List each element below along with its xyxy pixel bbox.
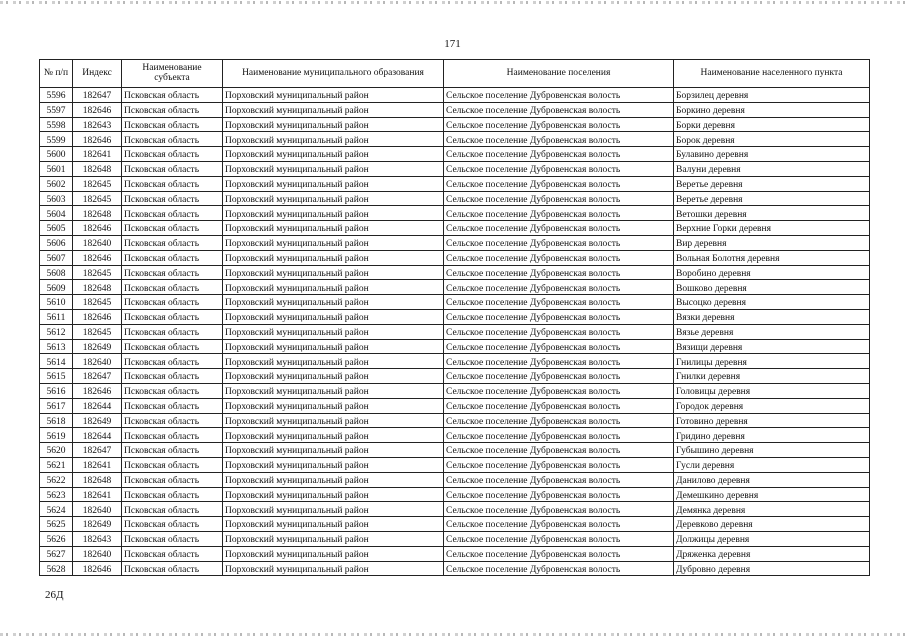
cell-row-number: 5611	[40, 309, 73, 324]
cell-locality: Веретье деревня	[674, 176, 870, 191]
cell-settlement: Сельское поселение Дубровенская волость	[444, 472, 674, 487]
cell-locality: Веретье деревня	[674, 191, 870, 206]
cell-settlement: Сельское поселение Дубровенская волость	[444, 339, 674, 354]
cell-locality: Борзилец деревня	[674, 88, 870, 103]
cell-municipality: Порховский муниципальный район	[223, 280, 444, 295]
cell-locality: Воробино деревня	[674, 265, 870, 280]
table-row	[40, 206, 870, 221]
table-row	[40, 295, 870, 310]
cell-municipality: Порховский муниципальный район	[223, 221, 444, 236]
cell-municipality: Порховский муниципальный район	[223, 457, 444, 472]
cell-subject: Псковская область	[122, 147, 223, 162]
cell-subject: Псковская область	[122, 487, 223, 502]
cell-row-number: 5606	[40, 235, 73, 250]
cell-municipality: Порховский муниципальный район	[223, 354, 444, 369]
cell-row-number: 5622	[40, 472, 73, 487]
cell-municipality: Порховский муниципальный район	[223, 191, 444, 206]
cell-locality: Дубровно деревня	[674, 561, 870, 576]
cell-subject: Псковская область	[122, 324, 223, 339]
cell-municipality: Порховский муниципальный район	[223, 309, 444, 324]
cell-row-number: 5626	[40, 531, 73, 546]
cell-postal-index: 182640	[73, 354, 122, 369]
cell-locality: Губышино деревня	[674, 443, 870, 458]
cell-municipality: Порховский муниципальный район	[223, 561, 444, 576]
cell-subject: Псковская область	[122, 161, 223, 176]
cell-locality: Вольная Болотня деревня	[674, 250, 870, 265]
cell-locality: Демешкино деревня	[674, 487, 870, 502]
table-row	[40, 309, 870, 324]
header-row-number: № п/п	[40, 60, 73, 88]
cell-locality: Дряженка деревня	[674, 546, 870, 561]
table-row	[40, 147, 870, 162]
cell-postal-index: 182644	[73, 398, 122, 413]
cell-municipality: Порховский муниципальный район	[223, 413, 444, 428]
cell-postal-index: 182648	[73, 472, 122, 487]
cell-settlement: Сельское поселение Дубровенская волость	[444, 428, 674, 443]
cell-municipality: Порховский муниципальный район	[223, 398, 444, 413]
cell-postal-index: 182646	[73, 383, 122, 398]
cell-municipality: Порховский муниципальный район	[223, 531, 444, 546]
cell-subject: Псковская область	[122, 354, 223, 369]
cell-subject: Псковская область	[122, 235, 223, 250]
cell-postal-index: 182646	[73, 221, 122, 236]
cell-settlement: Сельское поселение Дубровенская волость	[444, 221, 674, 236]
table-row	[40, 132, 870, 147]
scan-artifact-bottom	[0, 633, 905, 636]
cell-row-number: 5624	[40, 502, 73, 517]
table-row	[40, 235, 870, 250]
cell-locality: Вязки деревня	[674, 309, 870, 324]
cell-locality: Борки деревня	[674, 117, 870, 132]
cell-settlement: Сельское поселение Дубровенская волость	[444, 383, 674, 398]
table-row	[40, 443, 870, 458]
cell-locality: Головицы деревня	[674, 383, 870, 398]
cell-municipality: Порховский муниципальный район	[223, 206, 444, 221]
header-subject: Наименование субъекта	[122, 60, 223, 88]
table-row	[40, 517, 870, 532]
cell-row-number: 5623	[40, 487, 73, 502]
cell-subject: Псковская область	[122, 295, 223, 310]
cell-settlement: Сельское поселение Дубровенская волость	[444, 502, 674, 517]
cell-municipality: Порховский муниципальный район	[223, 472, 444, 487]
cell-settlement: Сельское поселение Дубровенская волость	[444, 295, 674, 310]
cell-municipality: Порховский муниципальный район	[223, 295, 444, 310]
cell-locality: Гусли деревня	[674, 457, 870, 472]
table-body	[40, 88, 870, 576]
cell-subject: Псковская область	[122, 117, 223, 132]
cell-postal-index: 182646	[73, 132, 122, 147]
cell-row-number: 5612	[40, 324, 73, 339]
cell-municipality: Порховский муниципальный район	[223, 502, 444, 517]
cell-locality: Боркино деревня	[674, 102, 870, 117]
cell-subject: Псковская область	[122, 250, 223, 265]
cell-subject: Псковская область	[122, 309, 223, 324]
settlements-table	[39, 59, 870, 576]
table-row	[40, 561, 870, 576]
cell-row-number: 5602	[40, 176, 73, 191]
cell-row-number: 5604	[40, 206, 73, 221]
scan-artifact-top	[0, 1, 905, 4]
cell-postal-index: 182649	[73, 517, 122, 532]
cell-municipality: Порховский муниципальный район	[223, 161, 444, 176]
cell-row-number: 5609	[40, 280, 73, 295]
cell-row-number: 5627	[40, 546, 73, 561]
cell-subject: Псковская область	[122, 443, 223, 458]
header-municipality: Наименование муниципального образования	[223, 60, 444, 88]
table-row	[40, 324, 870, 339]
cell-subject: Псковская область	[122, 206, 223, 221]
cell-municipality: Порховский муниципальный район	[223, 517, 444, 532]
cell-postal-index: 182646	[73, 309, 122, 324]
cell-locality: Вошково деревня	[674, 280, 870, 295]
cell-municipality: Порховский муниципальный район	[223, 176, 444, 191]
cell-subject: Псковская область	[122, 502, 223, 517]
cell-locality: Готовино деревня	[674, 413, 870, 428]
cell-postal-index: 182640	[73, 235, 122, 250]
table-row	[40, 191, 870, 206]
table-row	[40, 88, 870, 103]
cell-settlement: Сельское поселение Дубровенская волость	[444, 132, 674, 147]
cell-subject: Псковская область	[122, 531, 223, 546]
cell-locality: Верхние Горки деревня	[674, 221, 870, 236]
cell-municipality: Порховский муниципальный район	[223, 428, 444, 443]
cell-postal-index: 182641	[73, 147, 122, 162]
cell-subject: Псковская область	[122, 265, 223, 280]
cell-locality: Деревково деревня	[674, 517, 870, 532]
cell-settlement: Сельское поселение Дубровенская волость	[444, 161, 674, 176]
table-row	[40, 221, 870, 236]
cell-postal-index: 182645	[73, 324, 122, 339]
header-row	[40, 60, 870, 88]
table-row	[40, 339, 870, 354]
cell-subject: Псковская область	[122, 398, 223, 413]
cell-municipality: Порховский муниципальный район	[223, 369, 444, 384]
cell-row-number: 5614	[40, 354, 73, 369]
cell-postal-index: 182649	[73, 339, 122, 354]
cell-settlement: Сельское поселение Дубровенская волость	[444, 206, 674, 221]
cell-municipality: Порховский муниципальный район	[223, 102, 444, 117]
table-row	[40, 531, 870, 546]
cell-postal-index: 182648	[73, 280, 122, 295]
cell-subject: Псковская область	[122, 457, 223, 472]
table-row	[40, 428, 870, 443]
cell-subject: Псковская область	[122, 561, 223, 576]
cell-settlement: Сельское поселение Дубровенская волость	[444, 191, 674, 206]
cell-locality: Демянка деревня	[674, 502, 870, 517]
cell-settlement: Сельское поселение Дубровенская волость	[444, 457, 674, 472]
cell-postal-index: 182643	[73, 531, 122, 546]
cell-locality: Валуни деревня	[674, 161, 870, 176]
cell-row-number: 5597	[40, 102, 73, 117]
table-row	[40, 176, 870, 191]
cell-row-number: 5620	[40, 443, 73, 458]
cell-postal-index: 182645	[73, 176, 122, 191]
cell-settlement: Сельское поселение Дубровенская волость	[444, 354, 674, 369]
cell-row-number: 5615	[40, 369, 73, 384]
cell-locality: Вязищи деревня	[674, 339, 870, 354]
cell-row-number: 5605	[40, 221, 73, 236]
cell-row-number: 5613	[40, 339, 73, 354]
table-row	[40, 117, 870, 132]
cell-row-number: 5601	[40, 161, 73, 176]
cell-settlement: Сельское поселение Дубровенская волость	[444, 176, 674, 191]
cell-municipality: Порховский муниципальный район	[223, 88, 444, 103]
cell-locality: Вязье деревня	[674, 324, 870, 339]
cell-municipality: Порховский муниципальный район	[223, 235, 444, 250]
table-row	[40, 502, 870, 517]
cell-locality: Должицы деревня	[674, 531, 870, 546]
cell-locality: Булавино деревня	[674, 147, 870, 162]
cell-settlement: Сельское поселение Дубровенская волость	[444, 280, 674, 295]
page-number: 171	[444, 38, 461, 50]
cell-postal-index: 182647	[73, 88, 122, 103]
cell-subject: Псковская область	[122, 517, 223, 532]
cell-row-number: 5618	[40, 413, 73, 428]
table-row	[40, 354, 870, 369]
cell-settlement: Сельское поселение Дубровенская волость	[444, 443, 674, 458]
cell-settlement: Сельское поселение Дубровенская волость	[444, 147, 674, 162]
cell-row-number: 5598	[40, 117, 73, 132]
cell-subject: Псковская область	[122, 383, 223, 398]
cell-row-number: 5617	[40, 398, 73, 413]
cell-locality: Вир деревня	[674, 235, 870, 250]
cell-postal-index: 182646	[73, 250, 122, 265]
cell-subject: Псковская область	[122, 221, 223, 236]
cell-locality: Высоцко деревня	[674, 295, 870, 310]
table-row	[40, 383, 870, 398]
cell-subject: Псковская область	[122, 413, 223, 428]
cell-subject: Псковская область	[122, 546, 223, 561]
cell-municipality: Порховский муниципальный район	[223, 324, 444, 339]
cell-row-number: 5610	[40, 295, 73, 310]
cell-municipality: Порховский муниципальный район	[223, 487, 444, 502]
cell-settlement: Сельское поселение Дубровенская волость	[444, 88, 674, 103]
cell-settlement: Сельское поселение Дубровенская волость	[444, 265, 674, 280]
cell-row-number: 5608	[40, 265, 73, 280]
cell-postal-index: 182640	[73, 502, 122, 517]
cell-settlement: Сельское поселение Дубровенская волость	[444, 413, 674, 428]
cell-row-number: 5621	[40, 457, 73, 472]
cell-municipality: Порховский муниципальный район	[223, 339, 444, 354]
table-row	[40, 546, 870, 561]
cell-settlement: Сельское поселение Дубровенская волость	[444, 250, 674, 265]
cell-subject: Псковская область	[122, 428, 223, 443]
cell-municipality: Порховский муниципальный район	[223, 383, 444, 398]
cell-locality: Гридино деревня	[674, 428, 870, 443]
cell-postal-index: 182640	[73, 546, 122, 561]
table-row	[40, 265, 870, 280]
table-row	[40, 398, 870, 413]
cell-settlement: Сельское поселение Дубровенская волость	[444, 487, 674, 502]
cell-settlement: Сельское поселение Дубровенская волость	[444, 517, 674, 532]
cell-row-number: 5619	[40, 428, 73, 443]
cell-municipality: Порховский муниципальный район	[223, 250, 444, 265]
header-postal-index: Индекс	[73, 60, 122, 88]
cell-postal-index: 182641	[73, 487, 122, 502]
cell-row-number: 5625	[40, 517, 73, 532]
cell-municipality: Порховский муниципальный район	[223, 147, 444, 162]
cell-locality: Ветошки деревня	[674, 206, 870, 221]
cell-subject: Псковская область	[122, 339, 223, 354]
cell-municipality: Порховский муниципальный район	[223, 443, 444, 458]
table-row	[40, 413, 870, 428]
cell-postal-index: 182648	[73, 161, 122, 176]
cell-settlement: Сельское поселение Дубровенская волость	[444, 117, 674, 132]
cell-postal-index: 182646	[73, 561, 122, 576]
cell-subject: Псковская область	[122, 472, 223, 487]
cell-settlement: Сельское поселение Дубровенская волость	[444, 561, 674, 576]
cell-postal-index: 182641	[73, 457, 122, 472]
cell-settlement: Сельское поселение Дубровенская волость	[444, 324, 674, 339]
cell-postal-index: 182645	[73, 265, 122, 280]
cell-postal-index: 182644	[73, 428, 122, 443]
cell-settlement: Сельское поселение Дубровенская волость	[444, 102, 674, 117]
cell-settlement: Сельское поселение Дубровенская волость	[444, 531, 674, 546]
cell-subject: Псковская область	[122, 88, 223, 103]
cell-subject: Псковская область	[122, 280, 223, 295]
cell-locality: Гнилицы деревня	[674, 354, 870, 369]
cell-row-number: 5603	[40, 191, 73, 206]
footer-code: 26Д	[45, 589, 64, 601]
cell-settlement: Сельское поселение Дубровенская волость	[444, 369, 674, 384]
cell-settlement: Сельское поселение Дубровенская волость	[444, 309, 674, 324]
cell-postal-index: 182645	[73, 191, 122, 206]
cell-municipality: Порховский муниципальный район	[223, 265, 444, 280]
cell-postal-index: 182646	[73, 102, 122, 117]
cell-settlement: Сельское поселение Дубровенская волость	[444, 398, 674, 413]
cell-row-number: 5599	[40, 132, 73, 147]
cell-locality: Борок деревня	[674, 132, 870, 147]
cell-locality: Данилово деревня	[674, 472, 870, 487]
cell-locality: Гнилки деревня	[674, 369, 870, 384]
cell-subject: Псковская область	[122, 191, 223, 206]
cell-postal-index: 182645	[73, 295, 122, 310]
cell-row-number: 5596	[40, 88, 73, 103]
cell-row-number: 5600	[40, 147, 73, 162]
table-row	[40, 250, 870, 265]
header-settlement: Наименование поселения	[444, 60, 674, 88]
cell-subject: Псковская область	[122, 176, 223, 191]
table-row	[40, 457, 870, 472]
cell-settlement: Сельское поселение Дубровенская волость	[444, 235, 674, 250]
cell-settlement: Сельское поселение Дубровенская волость	[444, 546, 674, 561]
cell-locality: Городок деревня	[674, 398, 870, 413]
table-row	[40, 472, 870, 487]
table-row	[40, 161, 870, 176]
table-header	[40, 60, 870, 88]
cell-row-number: 5607	[40, 250, 73, 265]
cell-postal-index: 182643	[73, 117, 122, 132]
table-row	[40, 280, 870, 295]
cell-row-number: 5616	[40, 383, 73, 398]
cell-postal-index: 182647	[73, 369, 122, 384]
cell-municipality: Порховский муниципальный район	[223, 132, 444, 147]
cell-municipality: Порховский муниципальный район	[223, 546, 444, 561]
cell-municipality: Порховский муниципальный район	[223, 117, 444, 132]
cell-postal-index: 182647	[73, 443, 122, 458]
cell-subject: Псковская область	[122, 132, 223, 147]
cell-subject: Псковская область	[122, 102, 223, 117]
table-row	[40, 369, 870, 384]
cell-postal-index: 182649	[73, 413, 122, 428]
cell-subject: Псковская область	[122, 369, 223, 384]
header-locality: Наименование населенного пункта	[674, 60, 870, 88]
cell-row-number: 5628	[40, 561, 73, 576]
table-row	[40, 102, 870, 117]
table-row	[40, 487, 870, 502]
cell-postal-index: 182648	[73, 206, 122, 221]
